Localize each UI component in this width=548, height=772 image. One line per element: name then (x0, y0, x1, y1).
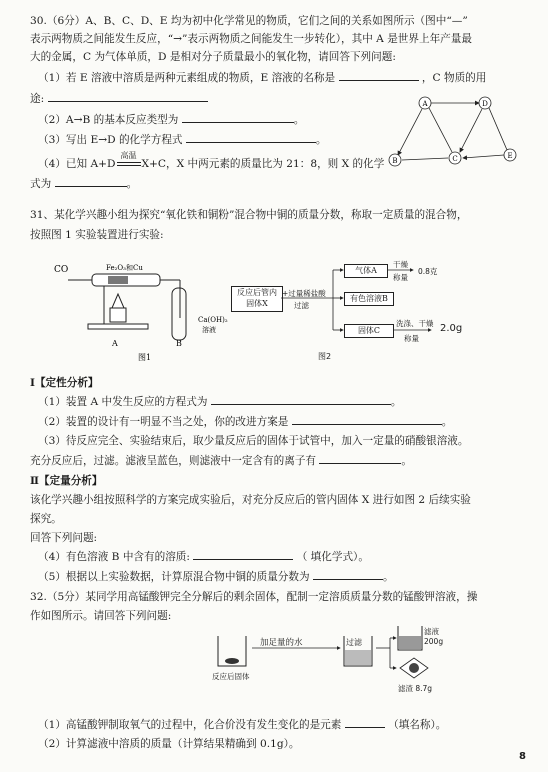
q31-sub5 (38, 570, 394, 584)
answer-blank[interactable] (313, 570, 383, 580)
sample-powder (108, 276, 128, 284)
solution-label2: 溶液 (202, 326, 216, 334)
residue-label: 反应后固体 (212, 672, 250, 681)
sample-label: Fe₂O₃和Cu (106, 264, 143, 272)
burner-icon (112, 294, 124, 308)
q31-line2: 按照图 1 实验装置进行实验: (30, 229, 164, 241)
section-quantitative: Ⅱ【定量分析】 (30, 475, 103, 487)
solid-c-box (344, 324, 394, 338)
q32-sub1-text2: （填名称）。 (388, 719, 447, 731)
q30-sub1-text3: 途: (30, 93, 45, 105)
q30-sub2: （2）A→B 的基本反应类型为 。 (38, 114, 305, 126)
q31-text1: 该化学兴趣小组按照科学的方案完成实验后，对充分反应后的管内固体 X 进行如图 2 后续实验 (30, 494, 471, 506)
reaction-condition: 高温 (120, 151, 137, 160)
q30-sub3-text: （3）写出 E→D 的化学方程式 (38, 134, 183, 146)
q32-sub1-text: （1）高锰酸钾制取氧气的过程中，化合价没有发生变化的是元素 (38, 719, 342, 731)
q30-sub1-text: （1）若 E 溶液中溶质是两种元素组成的物质，E 溶液的名称是 (38, 72, 336, 84)
q31-sub4-text: （4）有色溶液 B 中含有的溶质: (38, 551, 190, 563)
test-tube (172, 288, 186, 340)
answer-blank[interactable] (193, 550, 293, 560)
c-weigh-label: 称量 (404, 334, 419, 343)
answer-blank[interactable] (48, 92, 208, 102)
page-number: 8 (519, 751, 526, 762)
q30-line1: 30.（6分）A、B、C、D、E 均为初中化学常见的物质，它们之间的关系如图所示（图中“—” (30, 15, 468, 27)
apparatus-figure (52, 258, 242, 362)
q32-line2: 作如图所示。请回答下列问题: (30, 610, 172, 622)
period: 。 (441, 416, 453, 428)
q30-sub4 (38, 151, 385, 171)
gas-a-label: 气体A (355, 266, 377, 275)
node-d-label: D (482, 100, 488, 108)
answer-blank[interactable] (182, 113, 294, 123)
q31-text2: 探究。 (30, 513, 62, 525)
q31-sub4 (38, 550, 369, 564)
answer-blank[interactable] (339, 71, 419, 81)
filter-label: 过滤 (294, 301, 309, 310)
filtrate-mass-label: 200g (424, 637, 444, 646)
gas-dry-label: 干燥 (393, 260, 408, 269)
solid-x-label: 反应后管内 固体X (237, 288, 277, 308)
q31-text3: 回答下列问题: (30, 532, 98, 544)
node-a-label: A (422, 100, 428, 108)
period: 。 (390, 396, 402, 408)
q31-line1: 31、某化学兴趣小组为探究“氧化铁和铜粉”混合物中铜的质量分数，称取一定质量的混合物， (30, 209, 468, 221)
node-e-label: E (507, 152, 513, 160)
solution-b-label: 有色溶液B (350, 294, 388, 303)
stand-base (88, 324, 148, 329)
answer-blank[interactable] (292, 415, 442, 425)
gas-mass-label: 0.8克 (418, 267, 438, 276)
period: 。 (382, 571, 394, 583)
q31-sub3-text2: 充分反应后，过滤。滤液呈蓝色，则滤液中一定含有的离子有 (30, 455, 317, 467)
q30-sub1-cont (30, 92, 208, 106)
q30-line2: 表示两物质之间能发生反应，“→”表示两物质之间能发生一步转化），其中 A 是世界上年产量最 (30, 33, 472, 45)
q31-sub4-text2: （ 填化学式）。 (296, 551, 369, 563)
q31-sub3: （3）待反应完全、实验结束后，取少量反应后的固体于试管中，加入一定量的硝酸银溶液。 (38, 435, 469, 447)
relation-diagram (384, 92, 524, 174)
answer-blank[interactable] (345, 718, 385, 728)
q31-sub1 (38, 395, 401, 409)
gas-weigh-label: 称量 (393, 273, 408, 282)
filtrate-label: 滤液 (424, 627, 439, 636)
solid-residue (225, 658, 239, 664)
q30-sub4-text: （4）已知 A+D (38, 158, 116, 170)
water-label: 加足量的水 (260, 638, 303, 648)
label-b: B (176, 339, 182, 348)
c-mass-label: 2.0g (440, 323, 463, 334)
figure2-caption: 图2 (318, 352, 332, 361)
answer-blank[interactable] (186, 133, 316, 143)
q30-line3: 大的金属，C 为气体单质，D 是相对分子质量最小的氧化物，请回答下列问题: (30, 51, 396, 63)
q31-sub3-cont (30, 454, 412, 468)
c-wash-label: 洗涤、干燥 (396, 319, 434, 328)
residue-mass-label: 滤渣 8.7g (398, 684, 433, 693)
answer-blank[interactable] (319, 454, 401, 464)
q32-filter-label: 过滤 (346, 638, 362, 647)
q30-sub1 (38, 71, 486, 85)
q32-line1: 32.（5分）某同学用高锰酸钾完全分解后的剩余固体，配制一定溶质质量分数的锰酸钾溶液，操 (30, 591, 478, 603)
node-b-label: B (392, 157, 398, 165)
q32-sub1 (38, 718, 446, 732)
label-a: A (112, 339, 118, 348)
answer-blank[interactable] (55, 177, 127, 187)
q30-sub2-text: （2）A→B 的基本反应类型为 (38, 114, 179, 126)
section-qualitative: Ⅰ【定性分析】 (30, 377, 99, 389)
solution-b-box (344, 292, 394, 306)
solid-c-label: 固体C (357, 326, 381, 335)
gas-a-box (344, 264, 388, 278)
q30-sub4-text2: X+C，X 中两元素的质量比为 21：8，则 X 的化学 (141, 158, 385, 170)
q31-sub2-text: （2）装置的设计有一明显不当之处，你的改进方案是 (38, 416, 289, 428)
figure1-caption: 图1 (138, 353, 152, 362)
filtrate-fill (399, 636, 421, 649)
co-label: CO (54, 265, 69, 275)
q30-sub4-cont: 式为 。 (30, 178, 138, 190)
acid-label: +过量稀盐酸 (282, 289, 326, 298)
solid-x-box (231, 286, 283, 312)
q32-sub2: （2）计算滤液中溶质的质量（计算结果精确到 0.1g）。 (38, 738, 300, 750)
solution-label: Ca(OH)₂ (198, 316, 228, 324)
node-c-label: C (452, 155, 458, 163)
answer-blank[interactable] (211, 395, 391, 405)
q30-sub3: （3）写出 E→D 的化学方程式 。 (38, 134, 327, 146)
q31-sub2 (38, 415, 452, 429)
q30-sub1-text2: ，C 物质的用 (421, 72, 487, 84)
period: 。 (401, 455, 412, 467)
q31-sub1-text: （1）装置 A 中发生反应的方程式为 (38, 396, 208, 408)
q31-sub5-text: （5）根据以上实验数据，计算原混合物中铜的质量分数为 (38, 571, 310, 583)
q30-sub4-text3: 式为 (30, 178, 52, 190)
